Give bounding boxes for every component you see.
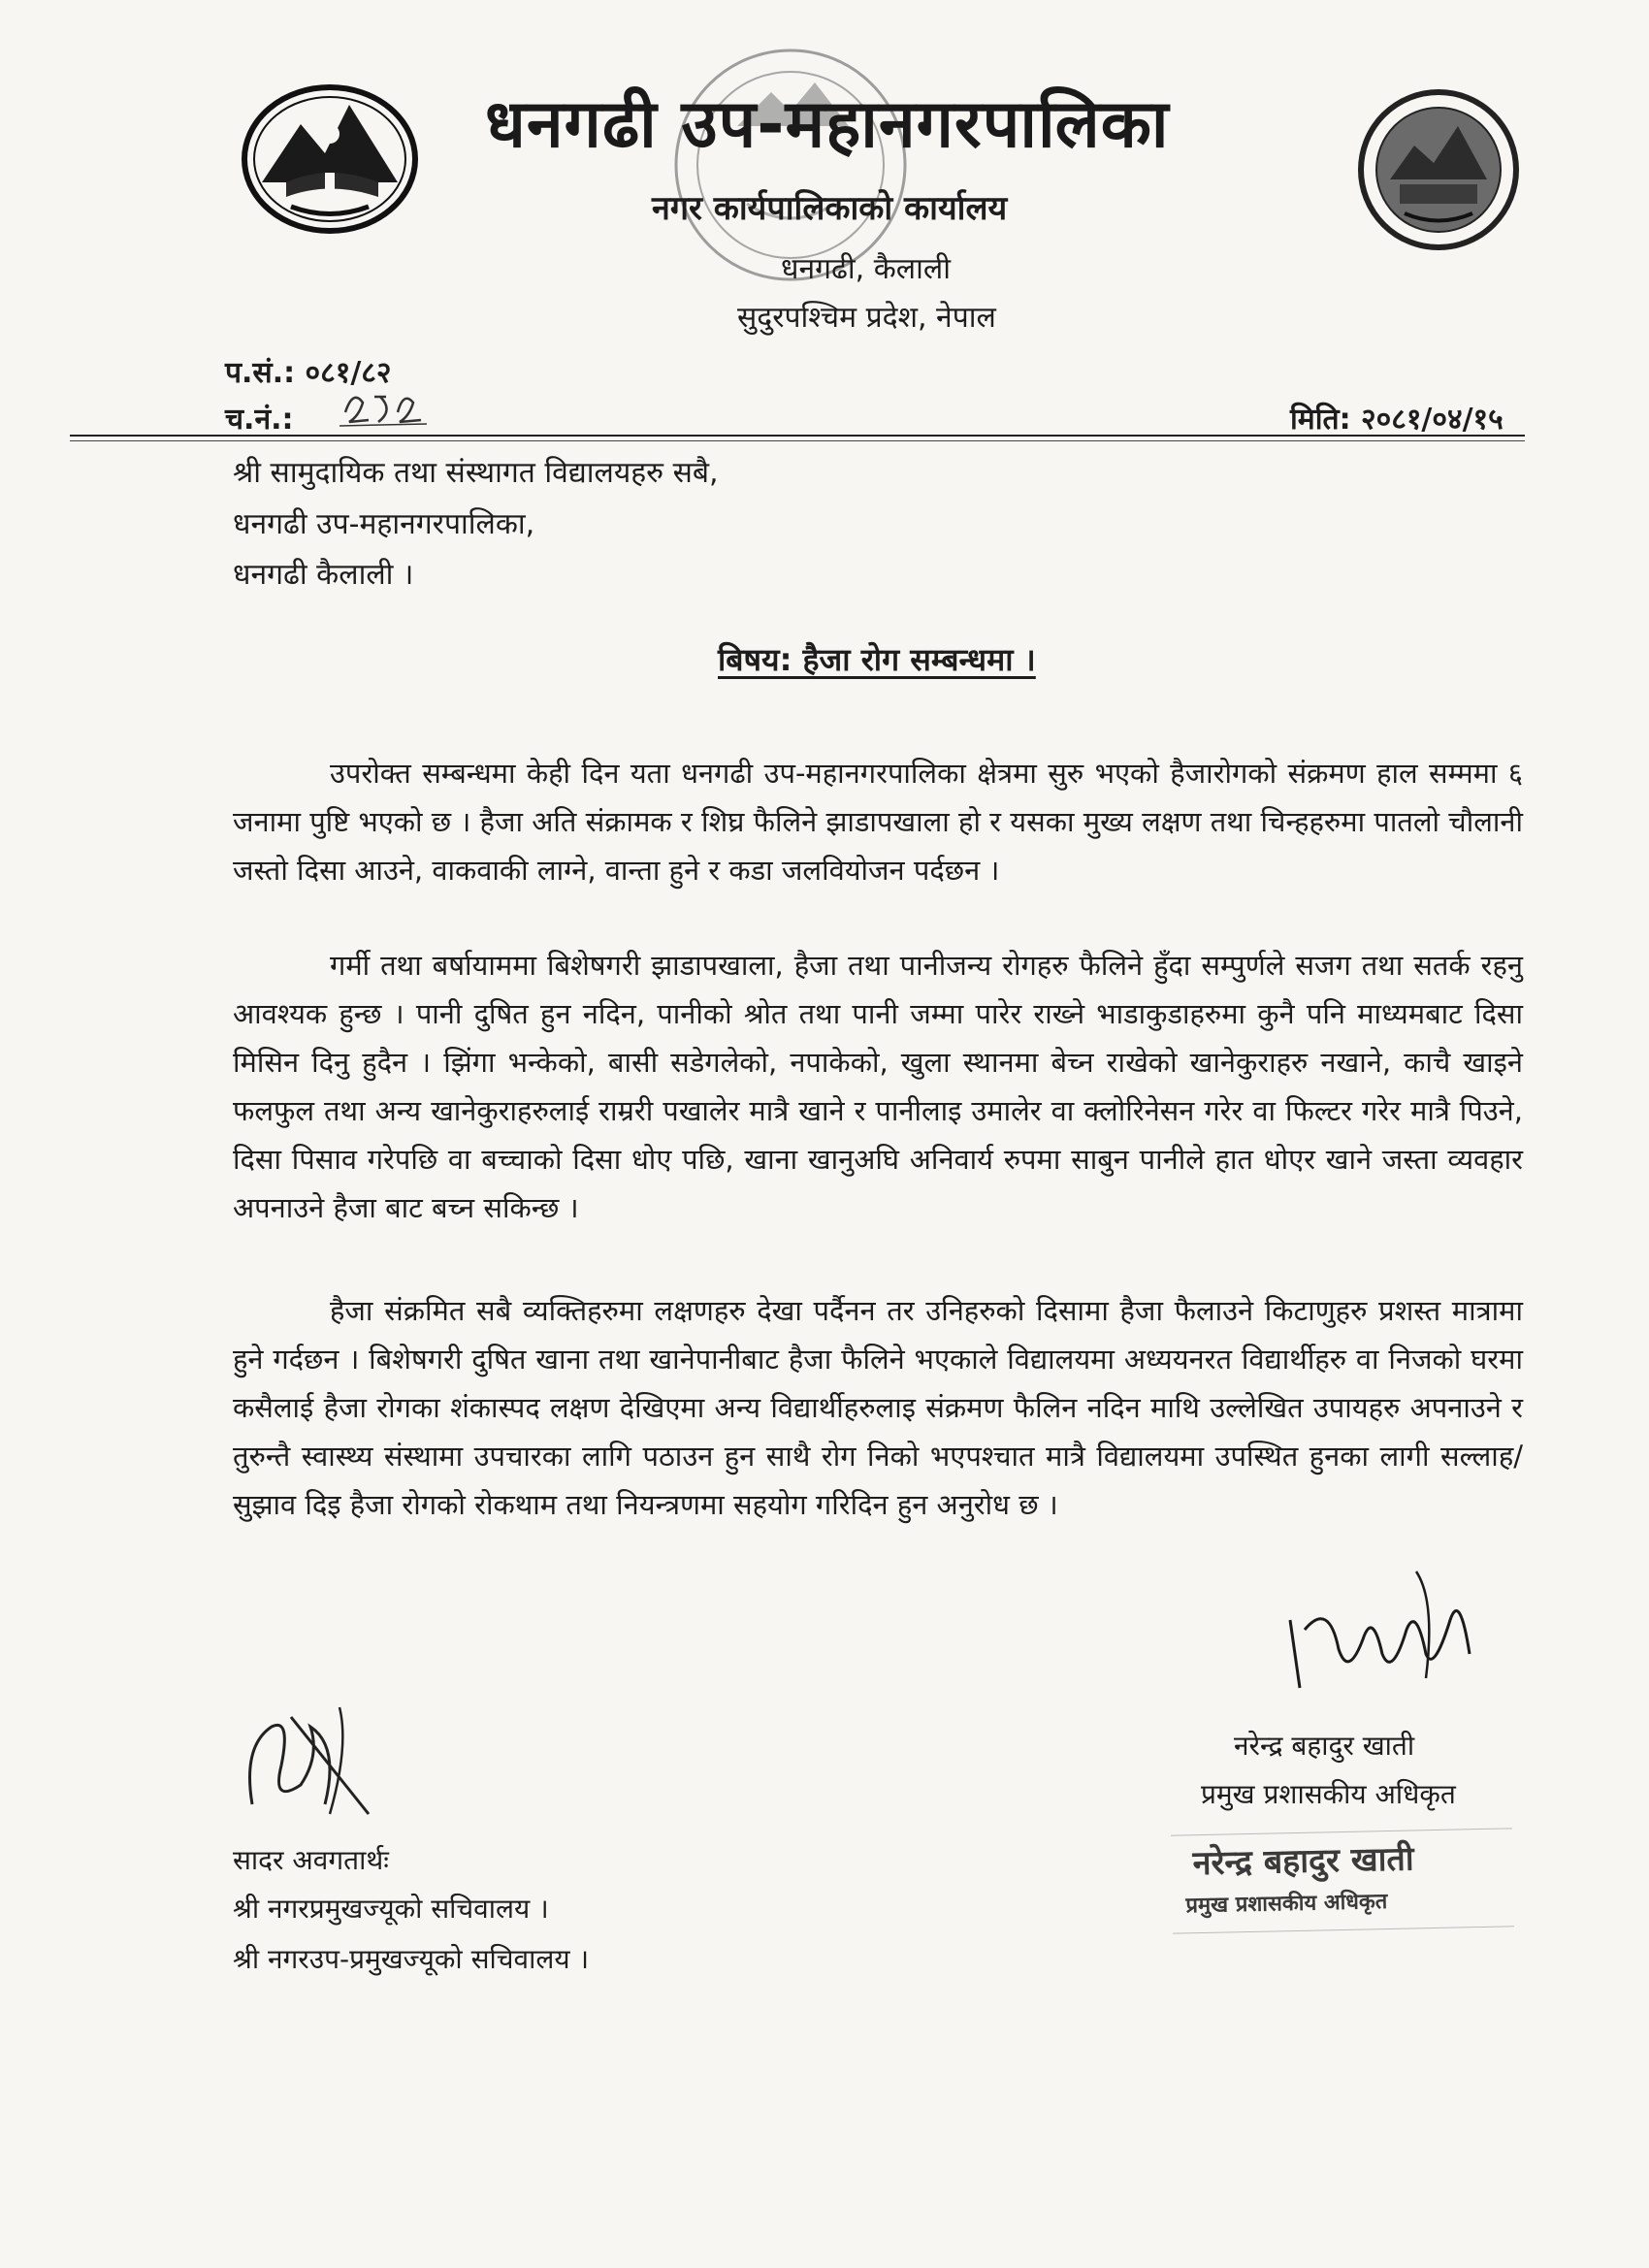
office-address-line2: सुदुरपश्चिम प्रदेश, नेपाल	[737, 301, 996, 335]
letter-subject: बिषय: हैजा रोग सम्बन्धमा ।	[718, 641, 1036, 678]
dispatch-number-handwritten	[340, 383, 427, 430]
stamp-name: नरेन्द्र बहादुर खाती	[1192, 1839, 1415, 1884]
body-paragraph-3: हैजा संक्रमित सबै व्यक्तिहरुमा लक्षणहरु देखा पर्दैनन तर उनिहरुको दिसामा हैजा फैलाउने किटाणुहरु प्रशस्त मात्रामा हुने गर्दछन । बिशेषगरी दुषित खाना तथा खानेपानीबाट हैजा फैलिने भएकाले विद्यालयमा अध्ययनरत विद्यार्थीहरु वा निजको घरमा कसैलाई हैजा रोगका शंकास्पद लक्षण देखिएमा अन्य विद्यार्थीहरुलाइ संक्रमण फैलिन नदिन माथि उल्लेखित उपायहरु अपनाउने र तुरुन्तै स्वास्थ्य संस्थामा उपचारका लागि पठाउन हुन साथै रोग निको भएपश्चात मात्रै विद्यालयमा उपस्थित हुनका लागी सल्लाह/सुझाव दिइ हैजा रोगको रोकथाम तथा नियन्त्रणमा सहयोग गरिदिन हुन अनुरोध छ ।	[233, 1294, 1523, 1521]
signatory-stamp	[1171, 1828, 1514, 1933]
signatory-name: नरेन्द्र बहादुर खाती	[1234, 1730, 1415, 1762]
organization-name: धनगढी उप-महानगरपालिका	[485, 86, 1170, 163]
body-paragraph-2: गर्मी तथा बर्षायाममा बिशेषगरी झाडापखाला, हैजा तथा पानीजन्य रोगहरु फैलिने हुँदा सम्पुर्णले सजग तथा सतर्क रहनु आवश्यक हुन्छ । पानी दुषित हुन नदिन, पानीको श्रोत तथा पानी जम्मा पारेर राख्ने भाडाकुडाहरुमा कुनै पनि माध्यमबाट दिसा मिसिन दिनु हुदैन । झिंगा भन्केको, बासी सडेगलेको, नपाकेको, खुला स्थानमा बेच्न राखेको खानेकुराहरु नखाने, काचै खाइने फलफुल तथा अन्य खानेकुराहरुलाई राम्ररी पखालेर मात्रै खाने र पानीलाइ उमालेर वा क्लोरिनेसन गरेर वा फिल्टर गरेर मात्रै पिउने, दिसा पिसाव गरेपछि वा बच्चाको दिसा धोए पछि, खाना खानुअघि अनिवार्य रुपमा साबुन पानीले हात धोएर खाने जस्ता व्यवहार अपनाउने हैजा बाट बच्न सकिन्छ ।	[233, 949, 1523, 1224]
cc-recipient: श्री नगरप्रमुखज्यूको सचिवालय ।	[233, 1893, 549, 1925]
header-divider	[70, 435, 1525, 437]
dispatch-label: च.नं.:	[225, 403, 294, 437]
initials-icon	[233, 1688, 388, 1824]
recipient-line: धनगढी कैलाली ।	[233, 558, 414, 592]
municipality-logo-icon	[1356, 87, 1521, 252]
signatory-title: प्रमुख प्रशासकीय अधिकृत	[1201, 1778, 1456, 1810]
recipient-line: श्री सामुदायिक तथा संस्थागत विद्यालयहरु सबै,	[233, 456, 719, 490]
cc-recipient: श्री नगरउप-प्रमुखज्यूको सचिवालय ।	[233, 1943, 590, 1975]
header-divider-thin	[70, 440, 1525, 441]
stamp-title: प्रमुख प्रशासकीय अधिकृत	[1185, 1890, 1388, 1919]
office-name: नगर कार्यपालिकाको कार्यालय	[652, 189, 1008, 228]
office-address-line1: धनगढी, कैलाली	[781, 252, 951, 286]
reference-number: प.सं.: ०८१/८२	[225, 356, 392, 390]
recipient-line: धनगढी उप-महानगरपालिका,	[233, 507, 535, 541]
signature-icon	[1271, 1562, 1494, 1707]
body-paragraph-1: उपरोक्त सम्बन्धमा केही दिन यता धनगढी उप-महानगरपालिका क्षेत्रमा सुरु भएको हैजारोगको संक्रमण हाल सम्ममा ६ जनामा पुष्टि भएको छ । हैजा अति संक्रामक र शिघ्र फैलिने झाडापखाला हो र यसका मुख्य लक्षण तथा चिन्हहरुमा पातलो चौलानी जस्तो दिसा आउने, वाकवाकी लाग्ने, वान्ता हुने र कडा जलवियोजन पर्दछन ।	[233, 757, 1523, 887]
nepal-emblem-icon	[233, 76, 427, 241]
dispatch-number	[225, 398, 294, 437]
letter-date: मिति: २०८१/०४/१५	[1290, 403, 1504, 437]
cc-label: सादर अवगतार्थः	[233, 1844, 389, 1876]
